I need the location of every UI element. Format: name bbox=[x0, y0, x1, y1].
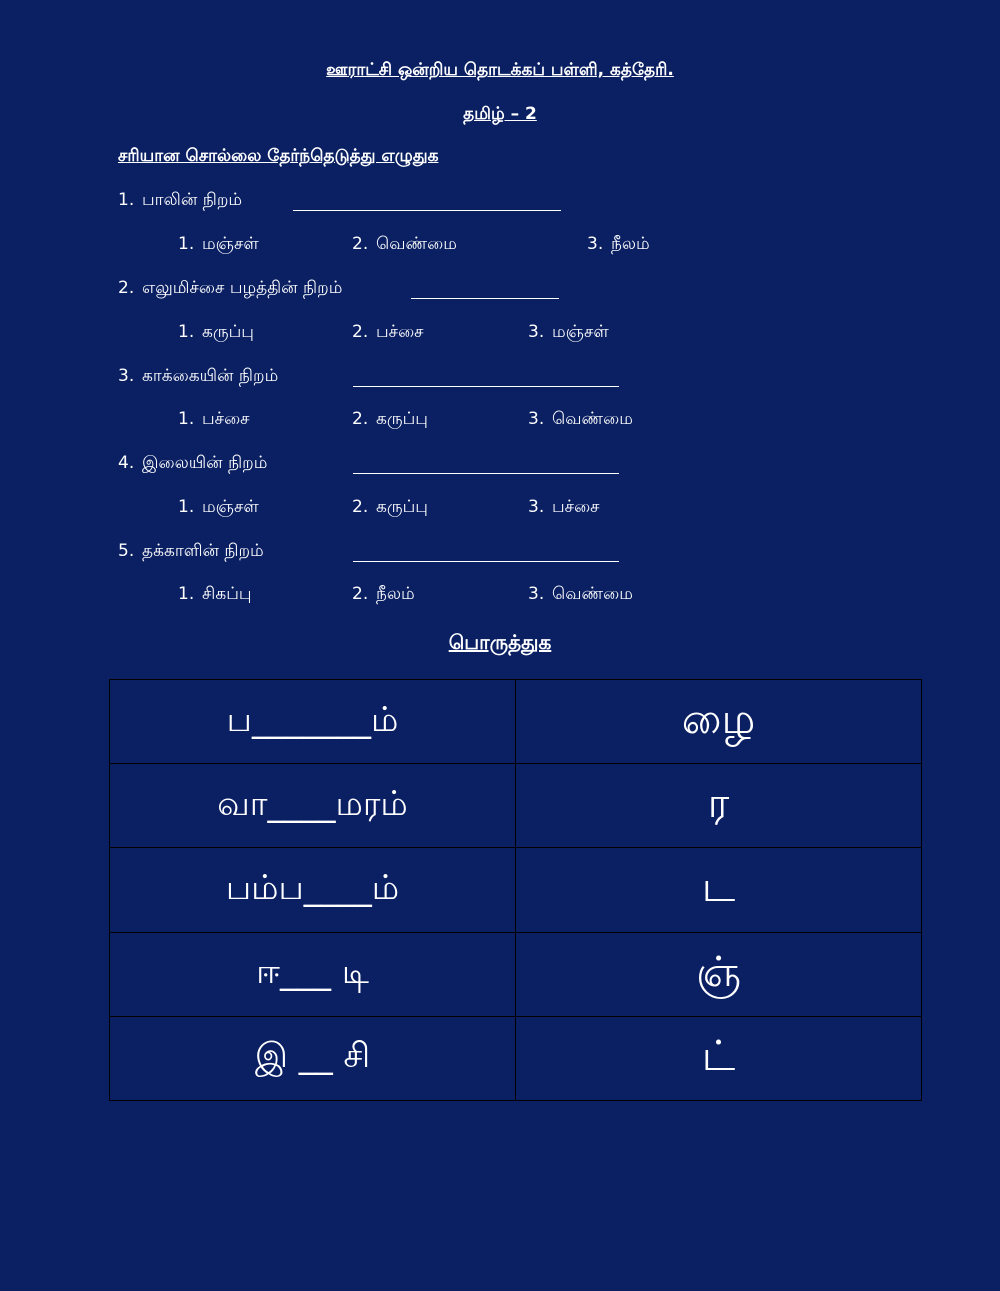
answer-blank-2[interactable] bbox=[411, 298, 559, 299]
option-3-3: 3. வெண்மை bbox=[528, 409, 633, 429]
option-4-3: 3. பச்சை bbox=[528, 497, 600, 517]
question-3 bbox=[118, 366, 278, 388]
match-right-cell: ர bbox=[516, 764, 922, 848]
question-5 bbox=[118, 541, 264, 563]
match-section-title: பொருத்துக bbox=[448, 630, 552, 654]
table-row bbox=[110, 1016, 922, 1100]
question-text: காக்கையின் நிறம் bbox=[142, 366, 279, 386]
subject-title: தமிழ் – 2 bbox=[463, 104, 537, 124]
match-table bbox=[109, 679, 922, 1101]
answer-blank-5[interactable] bbox=[353, 561, 619, 562]
question-number: 1. bbox=[118, 190, 135, 210]
answer-blank-1[interactable] bbox=[293, 210, 561, 211]
question-4 bbox=[118, 453, 267, 475]
question-text: தக்காளின் நிறம் bbox=[142, 541, 264, 561]
option-5-1: 1. சிகப்பு bbox=[178, 584, 252, 604]
option-2-2: 2. பச்சை bbox=[352, 322, 424, 342]
match-left-cell: வா____மரம் bbox=[110, 764, 516, 848]
table-row bbox=[110, 932, 922, 1016]
option-3-2: 2. கருப்பு bbox=[352, 409, 428, 429]
table-row bbox=[110, 764, 922, 848]
question-2 bbox=[118, 278, 342, 300]
option-3-1: 1. பச்சை bbox=[178, 409, 250, 429]
option-4-2: 2. கருப்பு bbox=[352, 497, 428, 517]
option-2-1: 1. கருப்பு bbox=[178, 322, 254, 342]
option-1-3: 3. நீலம் bbox=[587, 234, 650, 254]
question-text: எலுமிச்சை பழத்தின் நிறம் bbox=[142, 278, 343, 298]
question-number: 3. bbox=[118, 366, 135, 386]
option-1-1: 1. மஞ்சள் bbox=[178, 234, 259, 254]
option-5-3: 3. வெண்மை bbox=[528, 584, 633, 604]
match-right-cell: ழை bbox=[516, 680, 922, 764]
option-2-3: 3. மஞ்சள் bbox=[528, 322, 609, 342]
school-title: ஊராட்சி ஒன்றிய தொடக்கப் பள்ளி, கத்தேரி. bbox=[326, 60, 674, 80]
question-1 bbox=[118, 190, 242, 212]
option-1-2: 2. வெண்மை bbox=[352, 234, 457, 254]
match-right-cell: ஞ் bbox=[516, 932, 922, 1016]
question-number: 5. bbox=[118, 541, 135, 561]
question-text: இலையின் நிறம் bbox=[142, 453, 268, 473]
match-left-cell: ஈ___ டி bbox=[110, 932, 516, 1016]
section1-instruction: சரியான சொல்லை தேர்ந்தெடுத்து எழுதுக bbox=[118, 146, 439, 166]
table-row bbox=[110, 848, 922, 932]
match-right-cell: ட் bbox=[516, 1016, 922, 1100]
answer-blank-3[interactable] bbox=[353, 386, 619, 387]
match-left-cell: பம்ப____ம் bbox=[110, 848, 516, 932]
question-number: 4. bbox=[118, 453, 135, 473]
question-number: 2. bbox=[118, 278, 135, 298]
option-5-2: 2. நீலம் bbox=[352, 584, 415, 604]
question-text: பாலின் நிறம் bbox=[142, 190, 243, 210]
match-left-cell: இ __ சி bbox=[110, 1016, 516, 1100]
match-left-cell: ப_______ம் bbox=[110, 680, 516, 764]
answer-blank-4[interactable] bbox=[353, 473, 619, 474]
table-row bbox=[110, 680, 922, 764]
match-right-cell: ட bbox=[516, 848, 922, 932]
option-4-1: 1. மஞ்சள் bbox=[178, 497, 259, 517]
